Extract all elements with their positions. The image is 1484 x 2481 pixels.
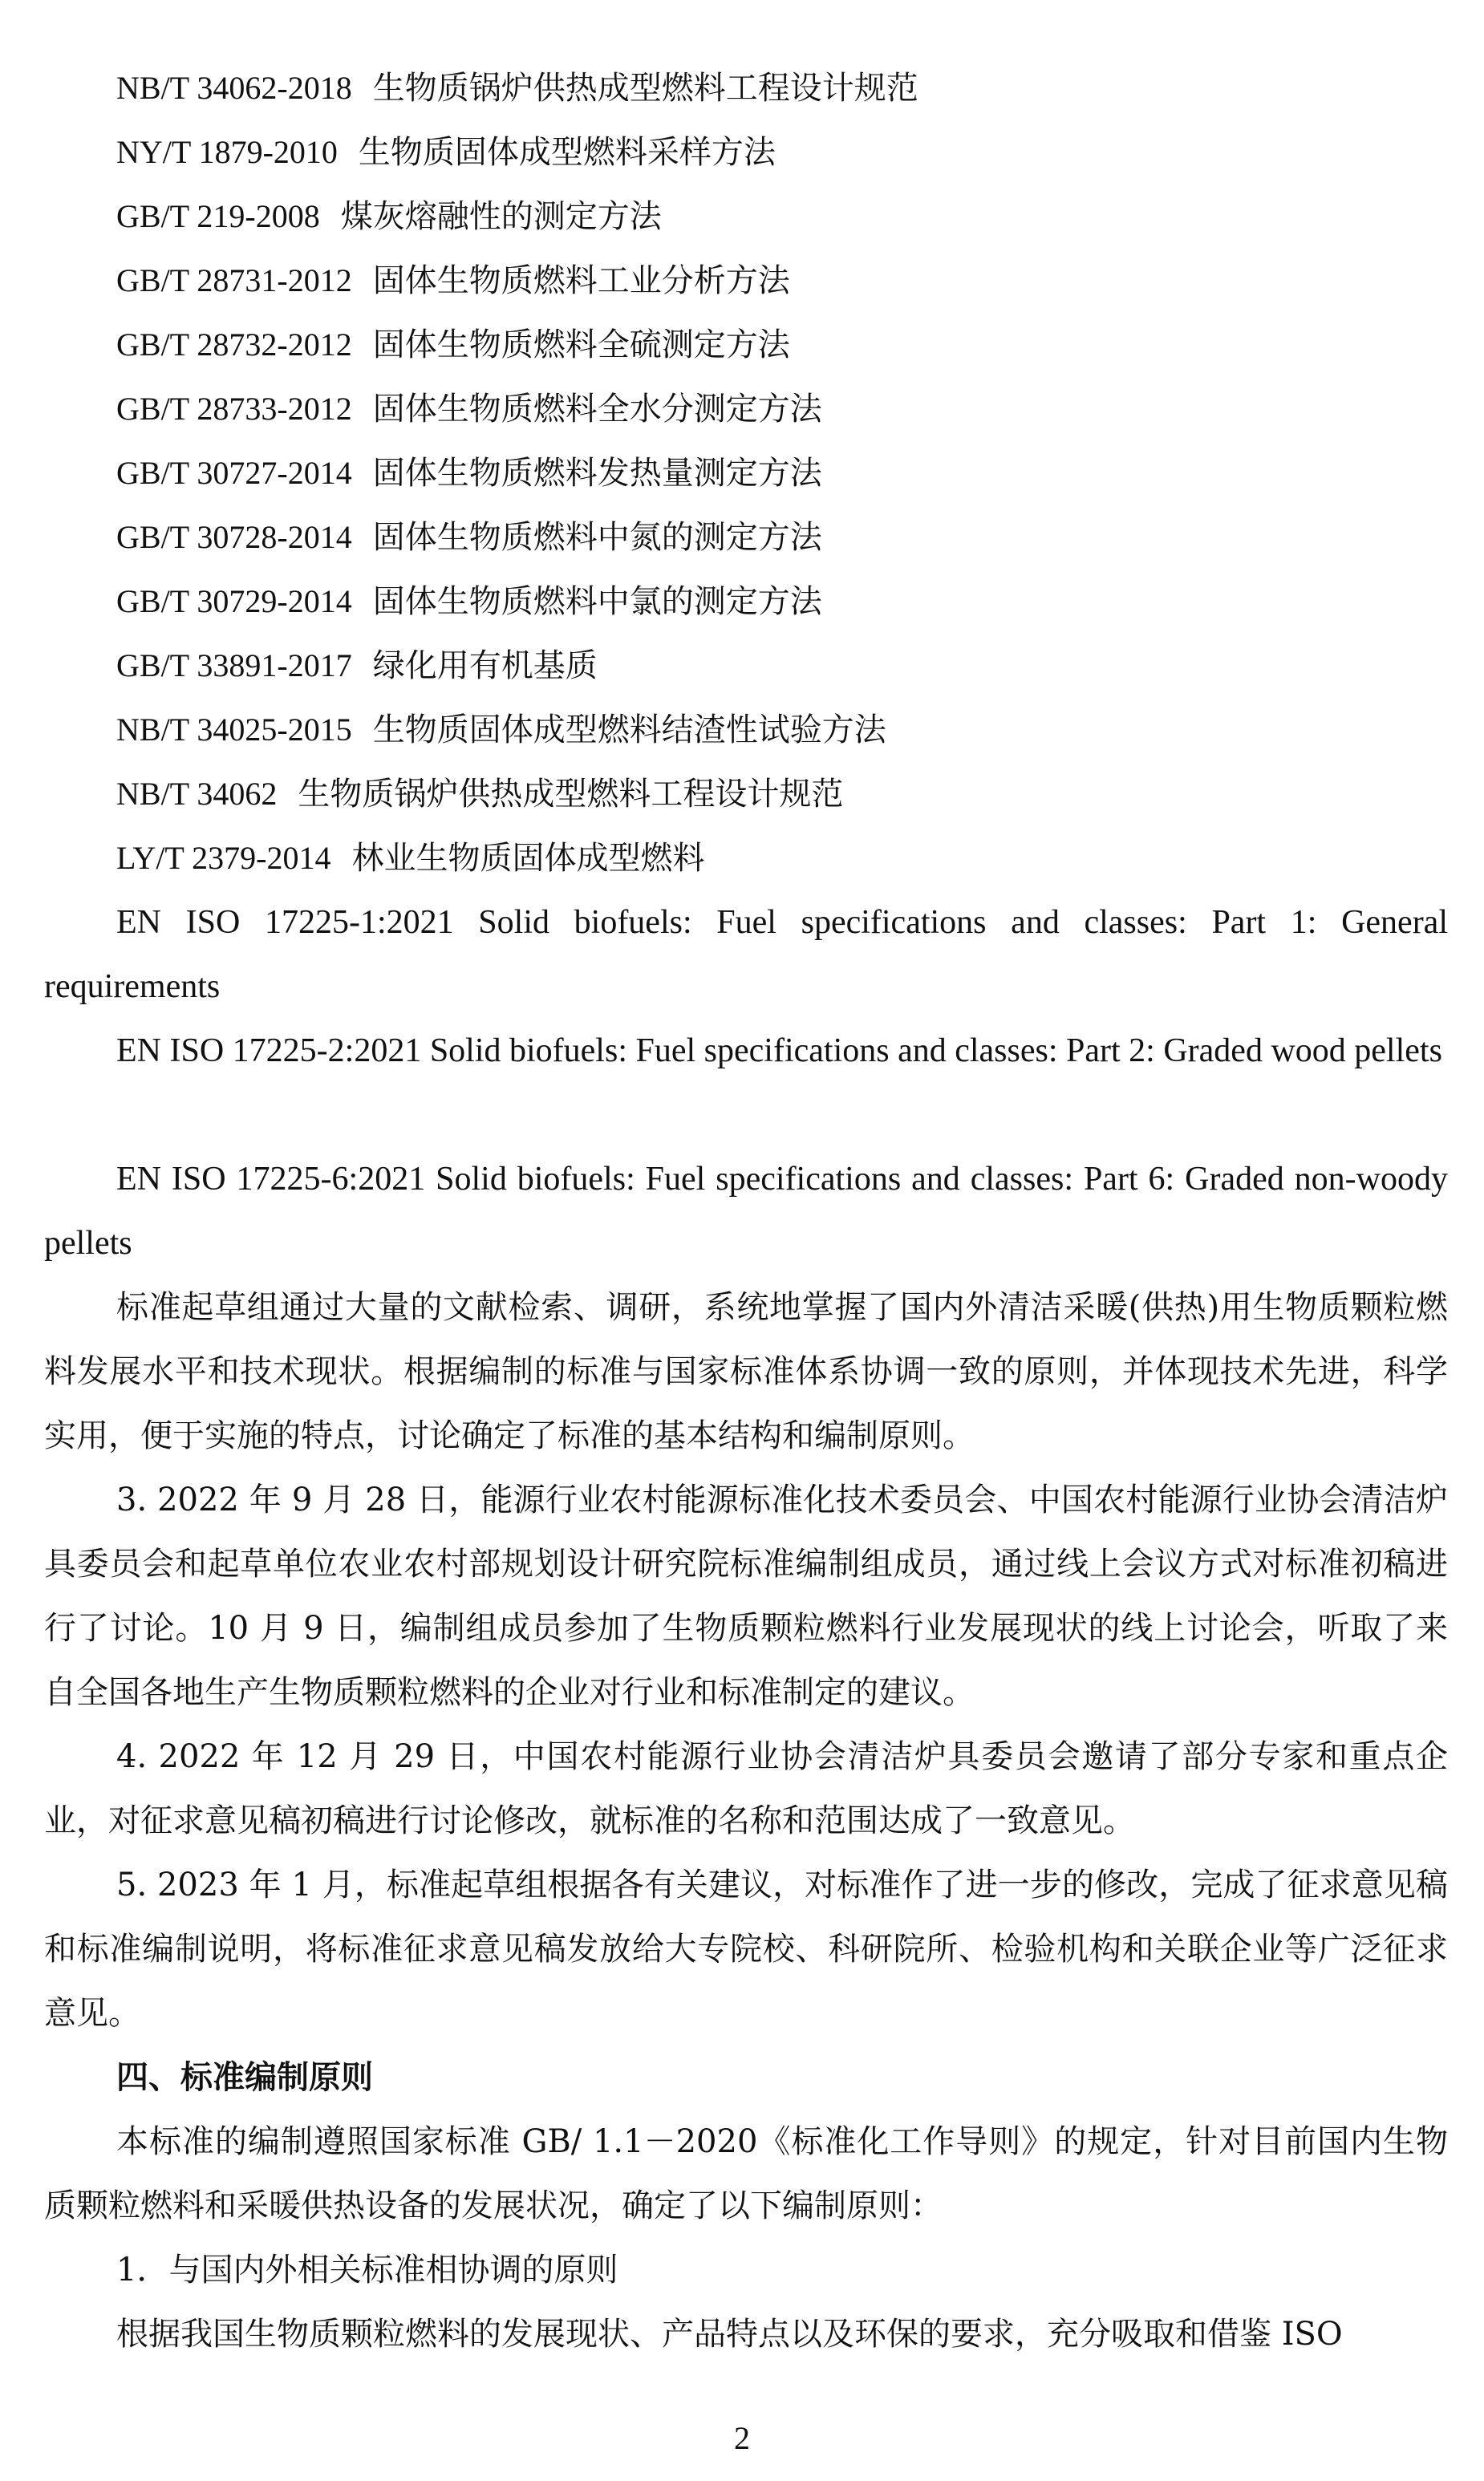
reference-item: GB/T 28732-2012 固体生物质燃料全硫测定方法	[116, 326, 790, 363]
reference-item: GB/T 33891-2017 绿化用有机基质	[116, 647, 598, 684]
reference-item: GB/T 30729-2014 固体生物质燃料中氯的测定方法	[116, 583, 822, 620]
body-paragraph: 4. 2022 年 12 月 29 日，中国农村能源行业协会清洁炉具委员会邀请了部分专家和重点企业，对征求意见稿初稿进行讨论修改，就标准的名称和范围达成了一致意见。	[44, 1738, 1448, 1839]
reference-item: GB/T 28733-2012 固体生物质燃料全水分测定方法	[116, 391, 822, 428]
reference-item: LY/T 2379-2014 林业生物质固体成型燃料	[116, 840, 705, 877]
reference-item: NB/T 34025-2015 生物质固体成型燃料结渣性试验方法	[116, 711, 886, 748]
reference-item: GB/T 30728-2014 固体生物质燃料中氮的测定方法	[116, 519, 822, 556]
en-reference-item: EN ISO 17225-2:2021 Solid biofuels: Fuel specifications and classes: Part 2: Graded wood pellets	[116, 1032, 1442, 1069]
reference-item: GB/T 28731-2012 固体生物质燃料工业分析方法	[116, 262, 790, 299]
reference-item: NY/T 1879-2010 生物质固体成型燃料采样方法	[116, 134, 776, 171]
page-number: 2	[734, 2420, 750, 2456]
reference-item: GB/T 219-2008 煤灰熔融性的测定方法	[116, 198, 662, 235]
body-paragraph: 3. 2022 年 9 月 28 日，能源行业农村能源标准化技术委员会、中国农村能源行业协会清洁炉具委员会和起草单位农业农村部规划设计研究院标准编制组成员，通过线上会议方式对标准初稿进行了讨论。10 月 9 日，编制组成员参加了生物质颗粒燃料行业发展现状的线上讨论会，听取了来自全国各地生产生物质颗粒燃料的企业对行业和标准制定的建议。	[44, 1482, 1448, 1711]
en-reference-item: EN ISO 17225-1:2021 Solid biofuels: Fuel specifications and classes: Part 1: General requirements	[44, 904, 1448, 1005]
en-reference-item: EN ISO 17225-6:2021 Solid biofuels: Fuel specifications and classes: Part 6: Graded non-woody pellets	[44, 1161, 1448, 1262]
body-paragraph: 标准起草组通过大量的文献检索、调研，系统地掌握了国内外清洁采暖(供热)用生物质颗粒燃料发展水平和技术现状。根据编制的标准与国家标准体系协调一致的原则，并体现技术先进，科学实用，便于实施的特点，讨论确定了标准的基本结构和编制原则。	[44, 1289, 1448, 1454]
body-paragraph: 5. 2023 年 1 月，标准起草组根据各有关建议，对标准作了进一步的修改，完成了征求意见稿和标准编制说明，将标准征求意见稿发放给大专院校、科研院所、检验机构和关联企业等广泛征求意见。	[44, 1867, 1448, 2032]
section-heading: 四、标准编制原则	[116, 2058, 373, 2096]
reference-item: NB/T 34062 生物质锅炉供热成型燃料工程设计规范	[116, 776, 844, 813]
body-paragraph: 1．与国内外相关标准相协调的原则	[116, 2252, 618, 2288]
reference-item: GB/T 30727-2014 固体生物质燃料发热量测定方法	[116, 455, 822, 492]
body-paragraph: 根据我国生物质颗粒燃料的发展现状、产品特点以及环保的要求，充分吸取和借鉴 ISO	[116, 2316, 1343, 2353]
body-paragraph: 本标准的编制遵照国家标准 GB/ 1.1－2020《标准化工作导则》的规定，针对目前国内生物质颗粒燃料和采暖供热设备的发展状况，确定了以下编制原则：	[44, 2123, 1448, 2224]
reference-item: NB/T 34062-2018 生物质锅炉供热成型燃料工程设计规范	[116, 70, 918, 107]
